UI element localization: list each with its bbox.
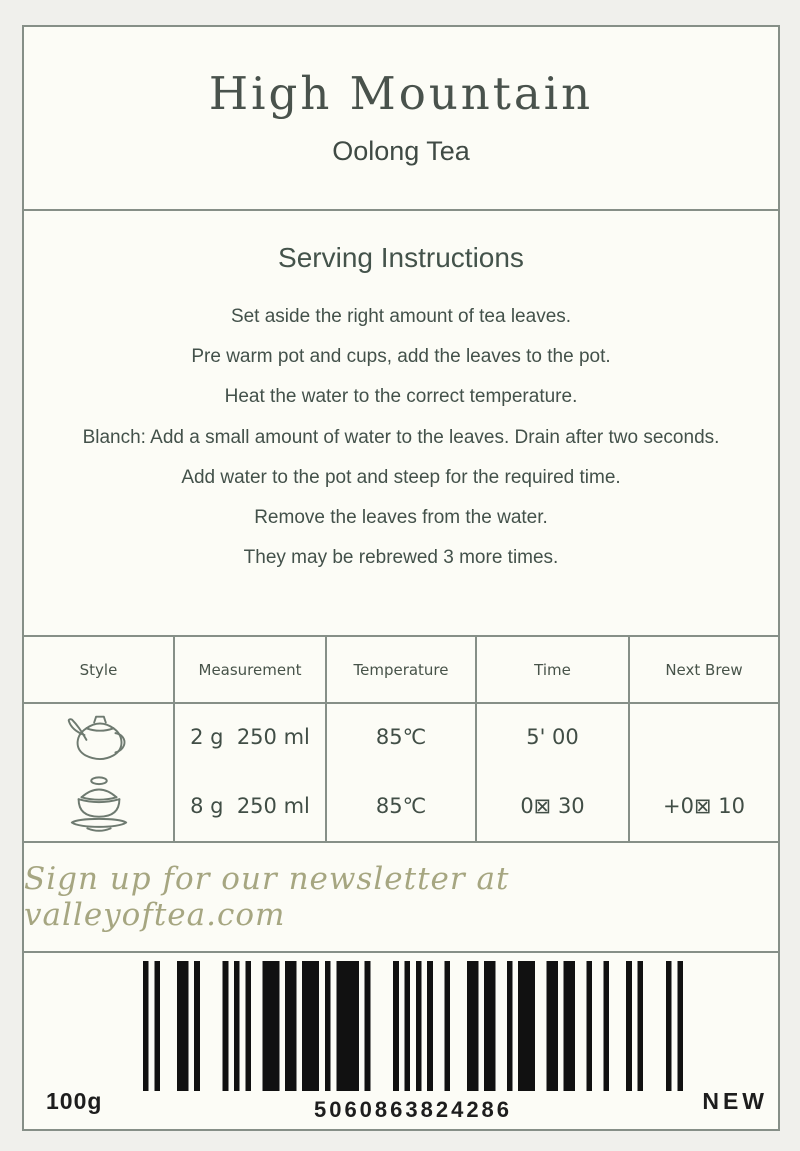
column-header-next-brew: Next Brew <box>630 637 778 704</box>
measurement-cell: 2 g 250 ml <box>175 704 327 770</box>
instruction-step: They may be rebrewed 3 more times. <box>243 547 559 569</box>
newsletter-text: Sign up for our newsletter at valleyoftea.com <box>24 861 510 933</box>
instruction-step: Add water to the pot and steep for the required time. <box>181 466 621 488</box>
teapot-icon <box>60 708 138 766</box>
time-cell: 0⊠ 30 <box>477 770 630 841</box>
barcode <box>143 961 683 1123</box>
temperature-cell: 85℃ <box>327 704 477 770</box>
instruction-step: Heat the water to the correct temperature. <box>224 386 578 408</box>
instruction-step: Remove the leaves from the water. <box>254 506 548 528</box>
new-badge: NEW <box>702 1088 768 1114</box>
column-header-style: Style <box>24 637 175 704</box>
time-cell: 5' 00 <box>477 704 630 770</box>
table-row-style-cell <box>24 704 175 770</box>
next-brew-cell <box>630 704 778 770</box>
column-header-time: Time <box>477 637 630 704</box>
product-title: High Mountain <box>208 67 594 120</box>
instructions-heading: Serving Instructions <box>278 242 524 273</box>
next-brew-cell: +0⊠ 10 <box>663 793 745 818</box>
column-header-temperature: Temperature <box>327 637 477 704</box>
measurement-cell: 8 g 250 ml <box>175 770 327 841</box>
instruction-step: Blanch: Add a small amount of water to the leaves. Drain after two seconds. <box>82 426 720 448</box>
product-subtitle: Oolong Tea <box>332 136 470 166</box>
newsletter-section <box>24 843 778 953</box>
instruction-step: Set aside the right amount of tea leaves. <box>230 306 572 327</box>
barcode-section <box>24 953 778 1127</box>
table-row-style-cell <box>24 770 175 841</box>
instructions-section <box>24 211 778 637</box>
temperature-cell: 85℃ <box>327 770 477 841</box>
instruction-step: Pre warm pot and cups, add the leaves to the pot. <box>191 346 611 368</box>
brew-table <box>24 637 778 841</box>
tea-label <box>22 25 780 1131</box>
title-section <box>24 27 778 211</box>
barcode-bars <box>143 961 683 1091</box>
column-header-measurement: Measurement <box>175 637 327 704</box>
weight-label: 100g <box>46 1088 103 1114</box>
barcode-digits: 5060863824286 <box>313 1097 513 1122</box>
brew-table-section <box>24 637 778 843</box>
gaiwan-icon <box>60 772 138 840</box>
